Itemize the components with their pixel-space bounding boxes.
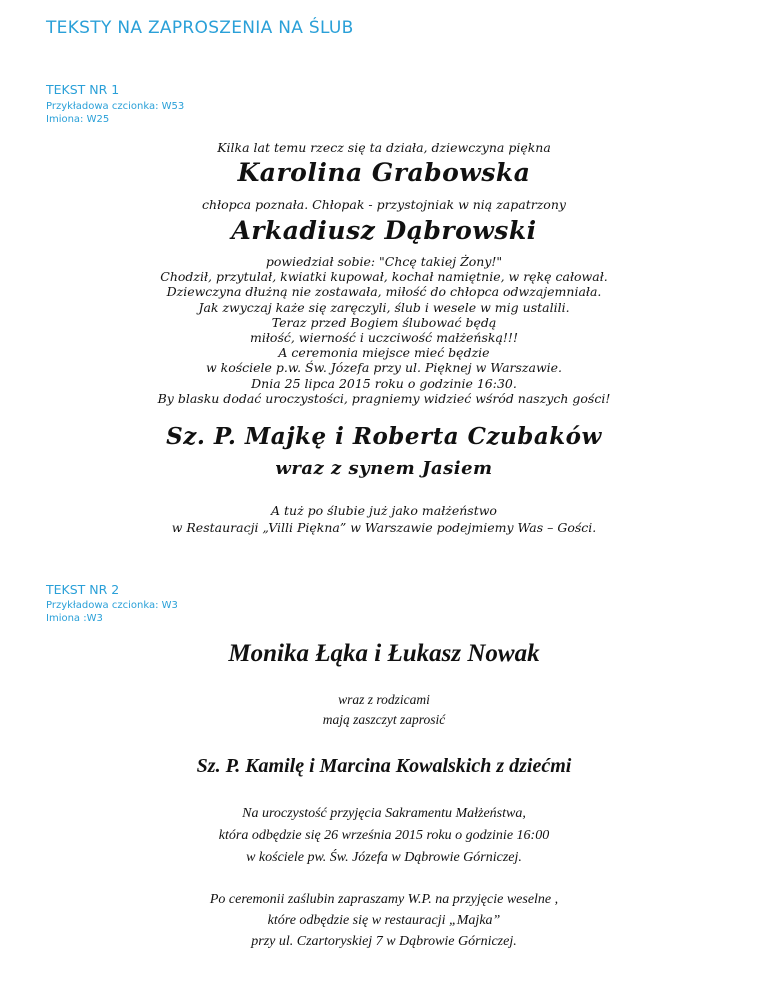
text1-font-label: Przykładowa czcionka: W53: [46, 101, 185, 112]
text1-names-label: Imiona: W25: [46, 114, 110, 125]
verse-line: A ceremonia miejsce mieć będzie: [278, 345, 490, 361]
verse-line: By blasku dodać uroczystości, pragniemy widzieć wśród naszych gości!: [157, 390, 611, 406]
verse-line: powiedział sobie: "Chcę takiej Żony!": [265, 254, 503, 269]
text1-guests: Sz. P. Majkę i Roberta Czubaków: [166, 423, 602, 450]
closing-line: w Restauracji „Villi Piękna” w Warszawie podejmiemy Was – Gości.: [171, 520, 597, 535]
verse-line: Dziewczyna dłużną nie zostawała, miłość do chłopca odwzajemniała.: [166, 284, 602, 300]
text1-guests-sub: wraz z synem Jasiem: [275, 458, 493, 479]
text1-bride-name: Karolina Grabowska: [237, 158, 531, 187]
text2-guests: Sz. P. Kamilę i Marcina Kowalskich z dziećmi: [196, 755, 572, 777]
text2-ceremony: [0, 803, 768, 869]
verse-line: Chodził, przytulał, kwiatki kupował, kochał namiętnie, w rękę całował.: [160, 269, 608, 285]
verse-line: miłość, wierność i uczciwość małżeńską!!!: [250, 330, 518, 346]
verse-line: Teraz przed Bogiem ślubować będą: [271, 314, 497, 330]
text2-invite: [0, 690, 768, 730]
ceremony-line: Na uroczystość przyjęcia Sakramentu Małżeństwa,: [242, 806, 526, 821]
invite-line: wraz z rodzicami: [338, 692, 430, 707]
page-title: TEKSTY NA ZAPROSZENIA NA ŚLUB: [46, 18, 354, 38]
verse-line: Dnia 25 lipca 2015 roku o godzinie 16:30.: [251, 375, 517, 391]
text1-closing: [0, 502, 768, 536]
ceremony-line: w kościele pw. Św. Józefa w Dąbrowie Górniczej.: [246, 850, 522, 865]
reception-line: które odbędzie się w restauracji „Majka”: [267, 913, 501, 928]
text2-couple: Monika Łąka i Łukasz Nowak: [228, 640, 540, 667]
text1-heading: TEKST NR 1: [46, 82, 120, 97]
text2-names-label: Imiona :W3: [46, 613, 103, 624]
text1-mid-line: chłopca poznała. Chłopak - przystojniak w nią zapatrzony: [202, 197, 566, 212]
text2-font-label: Przykładowa czcionka: W3: [46, 600, 178, 611]
text2-heading: TEKST NR 2: [46, 582, 120, 597]
verse-line: Jak zwyczaj każe się zaręczyli, ślub i wesele w mig ustalili.: [198, 299, 570, 315]
reception-line: Po ceremonii zaślubin zapraszamy W.P. na przyjęcie weselne ,: [209, 892, 559, 907]
text1-groom-name: Arkadiusz Dąbrowski: [231, 216, 537, 245]
text2-meta: [46, 599, 178, 625]
invite-line: mają zaszczyt zaprosić: [322, 712, 446, 727]
text1-intro: Kilka lat temu rzecz się ta działa, dziewczyna piękna: [217, 140, 551, 155]
closing-line: A tuż po ślubie już jako małżeństwo: [271, 503, 497, 518]
verse-line: w kościele p.w. Św. Józefa przy ul. Pięknej w Warszawie.: [205, 360, 563, 376]
ceremony-line: która odbędzie się 26 września 2015 roku o godzinie 16:00: [218, 828, 550, 843]
reception-line: przy ul. Czartoryskiej 7 w Dąbrowie Górniczej.: [251, 934, 517, 949]
text1-verse: [0, 254, 768, 406]
text2-reception: [0, 889, 768, 952]
text1-meta: [46, 100, 184, 126]
